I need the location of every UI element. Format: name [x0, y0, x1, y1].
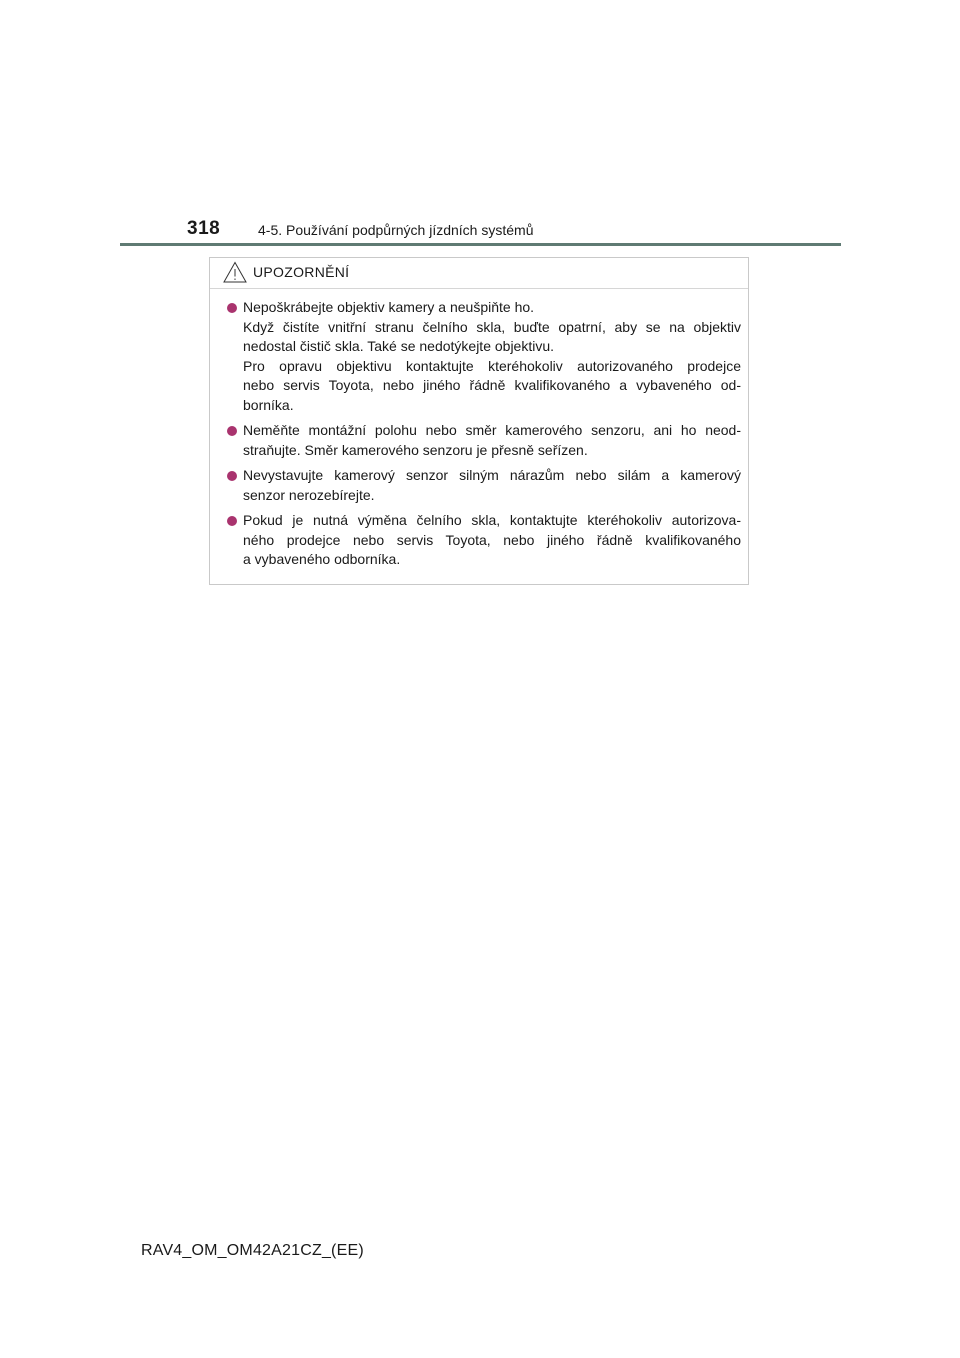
- item-line: straňujte. Směr kamerového senzoru je přesně seřízen.: [243, 441, 588, 458]
- item-line: Nevystavujte kamerový senzor silným nárazům nebo silám a kamerový: [243, 467, 741, 483]
- section-title: 4-5. Používání podpůrných jízdních systémů: [258, 222, 534, 238]
- item-line: borníka.: [243, 396, 294, 413]
- item-line: senzor nerozebírejte.: [243, 486, 375, 503]
- item-line: Když čistíte vnitřní stranu čelního skla, buďte opatrní, aby se na objektiv: [243, 318, 741, 335]
- warning-item: [210, 298, 748, 415]
- item-line: Nepoškrábejte objektiv kamery a neušpiňte ho.: [243, 299, 535, 315]
- bullet-icon: [227, 516, 237, 526]
- item-line: ného prodejce nebo servis Toyota, nebo jiného řádně kvalifikovaného: [243, 531, 741, 548]
- bullet-icon: [227, 426, 237, 436]
- bullet-icon: [227, 471, 237, 481]
- item-line: Neměňte montážní polohu nebo směr kamerového senzoru, ani ho neod-: [243, 422, 741, 438]
- document-code: RAV4_OM_OM42A21CZ_(EE): [141, 1242, 364, 1259]
- warning-item: [210, 511, 748, 570]
- header-divider: [120, 243, 841, 246]
- item-line: nebo servis Toyota, nebo jiného řádně kvalifikovaného a vybaveného od-: [243, 377, 741, 393]
- warning-triangle-icon: [223, 261, 247, 283]
- item-line: nedostal čistič skla. Také se nedotýkejte objektivu.: [243, 338, 555, 354]
- item-line: Pokud je nutná výměna čelního skla, kontaktujte kteréhokoliv autorizova-: [243, 512, 741, 528]
- page-number: 318: [187, 218, 221, 239]
- bullet-icon: [227, 303, 237, 313]
- item-line: Pro opravu objektivu kontaktujte kteréhokoliv autorizovaného prodejce: [243, 357, 741, 374]
- warning-item: [210, 466, 748, 505]
- warning-item: [210, 421, 748, 460]
- warning-header: [210, 258, 748, 289]
- warning-title: UPOZORNĚNÍ: [253, 264, 350, 280]
- item-line: a vybaveného odborníka.: [243, 551, 401, 567]
- warning-box: [209, 257, 749, 585]
- warning-items: [210, 298, 748, 576]
